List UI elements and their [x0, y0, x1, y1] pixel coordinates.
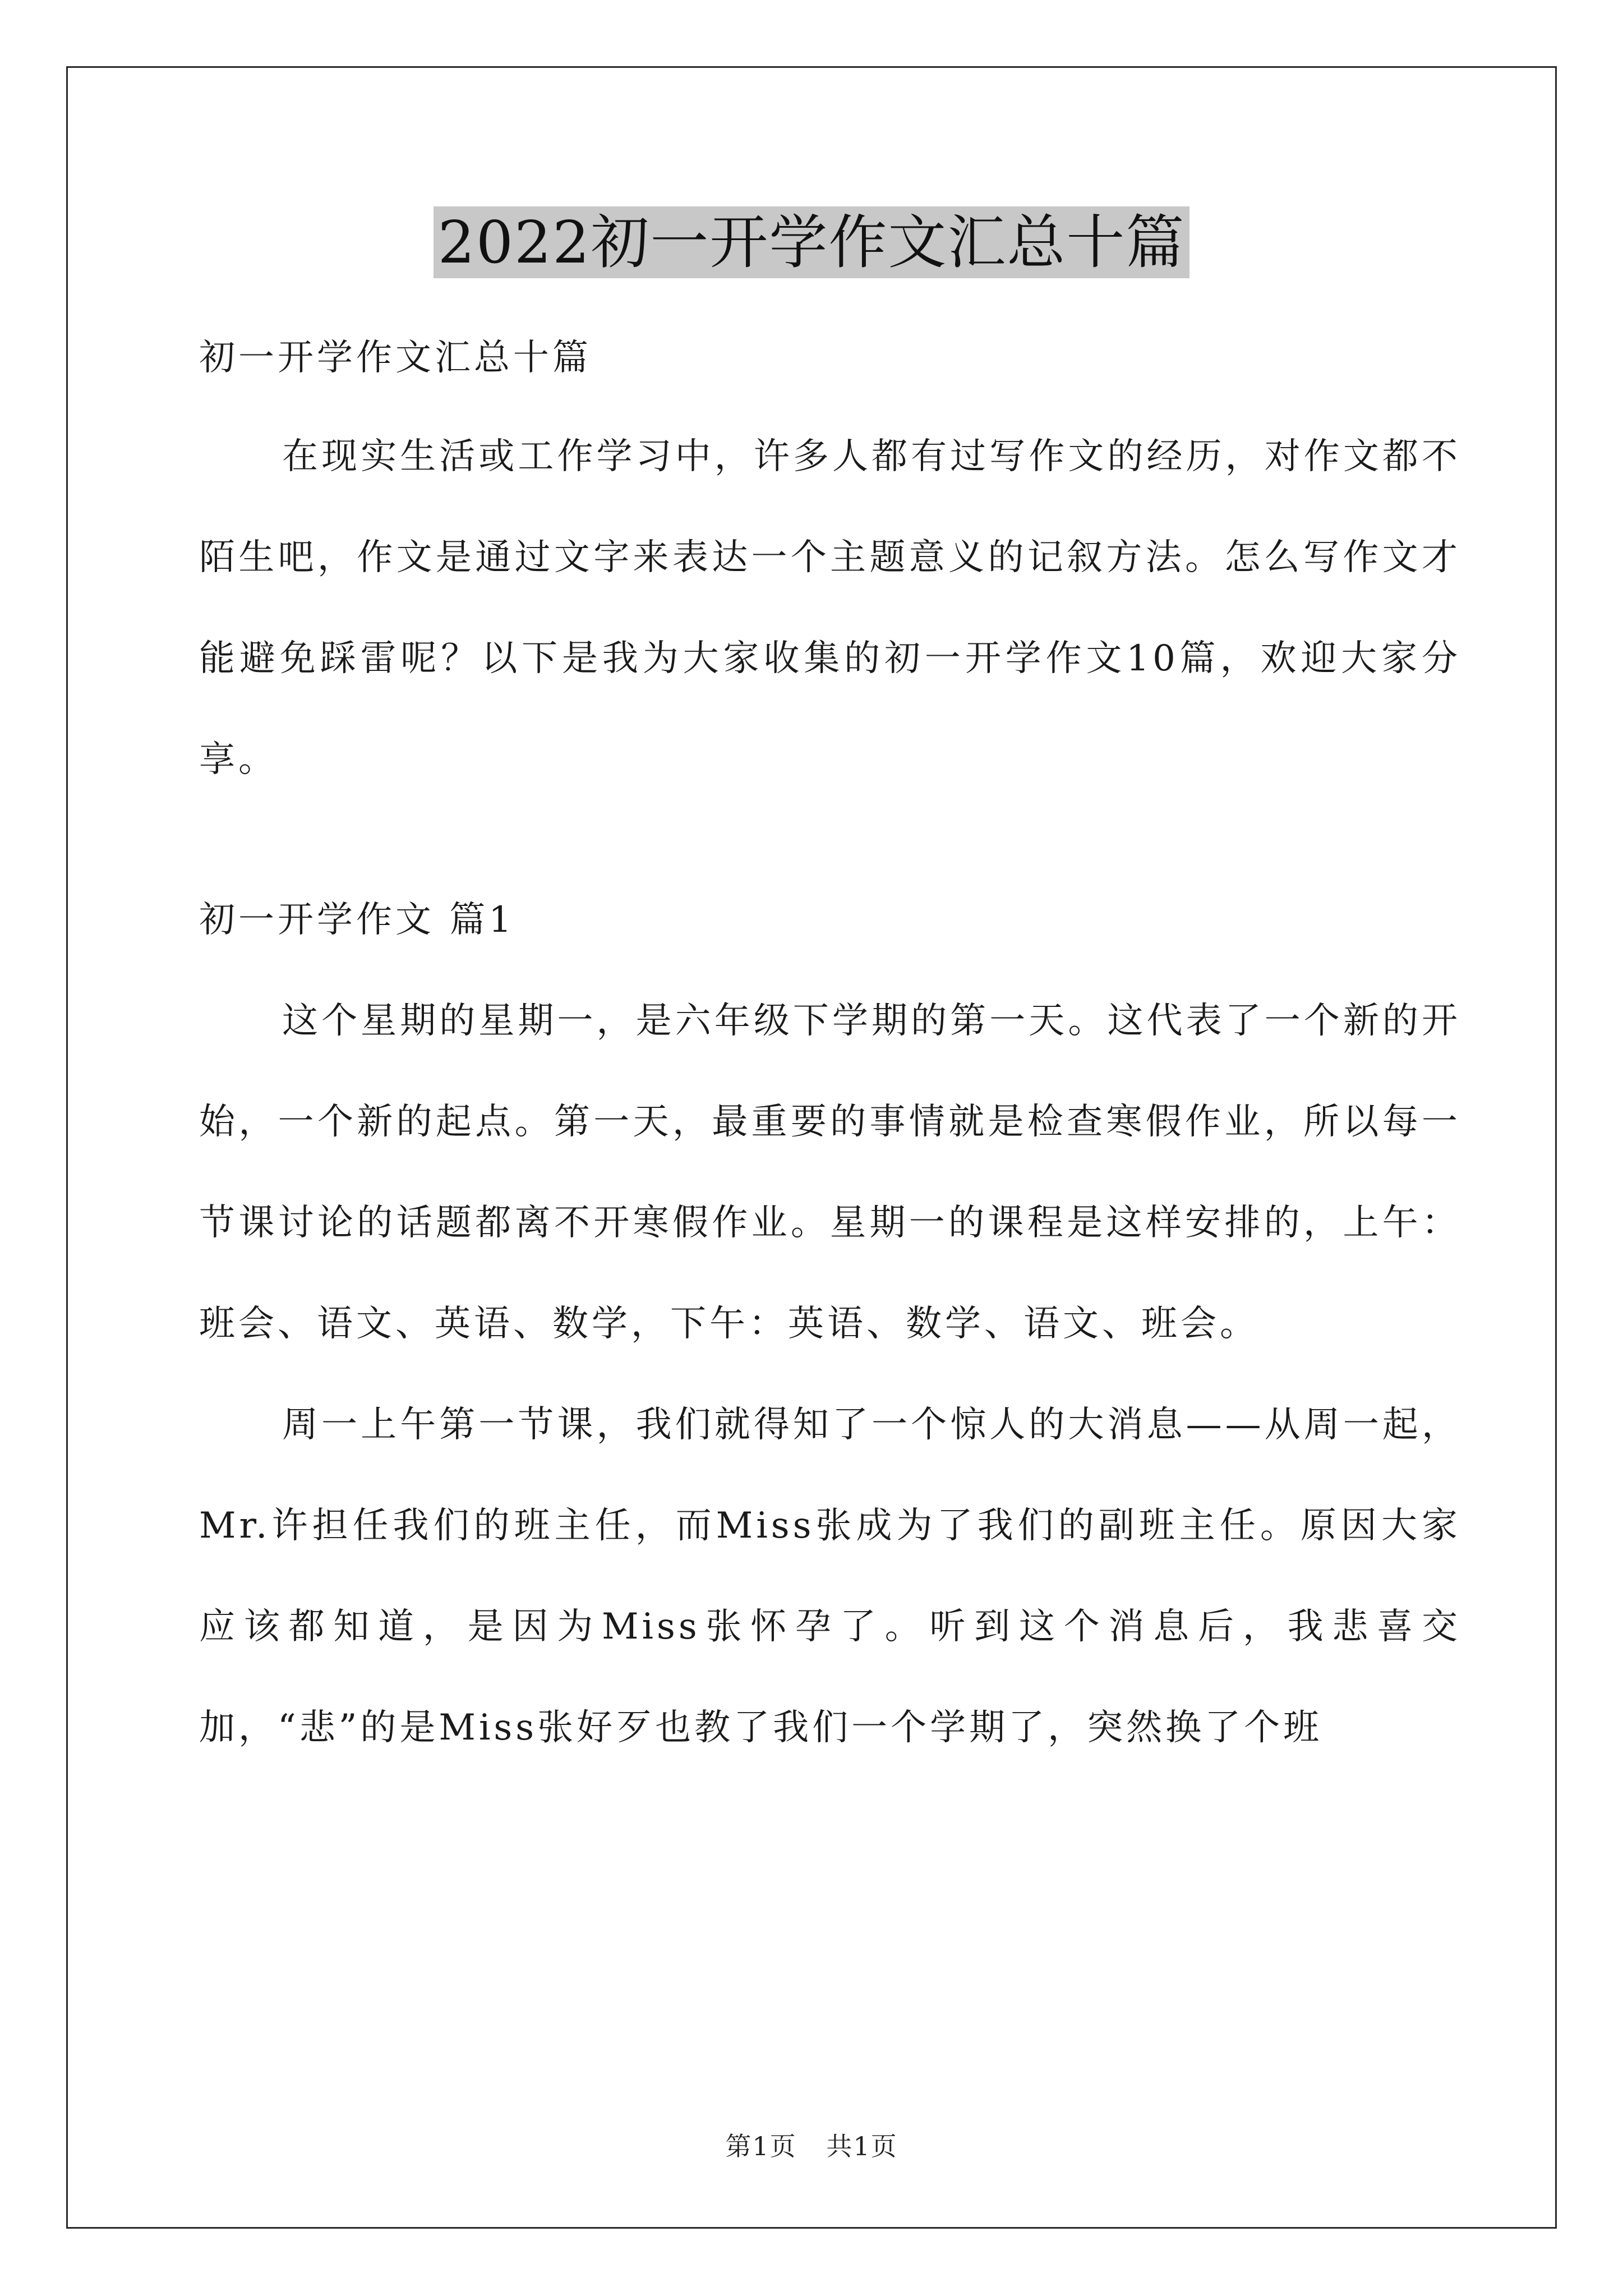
body-paragraph-1: 这个星期的星期一，是六年级下学期的第一天。这代表了一个新的开始，一个新的起点。第一天，最重要的事情就是检查寒假作业，所以每一节课讨论的话题都离不开寒假作业。星期一的课程是这样安排的，上午：班会、语文、英语、数学，下午：英语、数学、语文、班会。 — [199, 1000, 1461, 1345]
page-footer — [0, 2126, 1623, 2163]
intro-paragraph: 在现实生活或工作学习中，许多人都有过写作文的经历，对作文都不陌生吧，作文是通过文字来表达一个主题意义的记叙方法。怎么写作文才能避免踩雷呢？以下是我为大家收集的初一开学作文10篇，欢迎大家分享。 — [199, 436, 1461, 780]
page-total: 共1页 — [826, 2131, 898, 2161]
document-body — [199, 310, 1461, 1778]
page-number: 第1页 — [725, 2131, 797, 2161]
document-subtitle: 初一开学作文汇总十篇 — [199, 337, 592, 379]
section-heading: 初一开学作文 篇1 — [199, 899, 515, 941]
title-container — [0, 206, 1623, 278]
section-spacer — [199, 810, 1461, 864]
body-paragraph-2: 周一上午第一节课，我们就得知了一个惊人的大消息——从周一起，Mr.许担任我们的班主任，而Miss张成为了我们的副班主任。原因大家应该都知道，是因为Miss张怀孕了。听到这个消息后，我悲喜交加，“悲”的是Miss张好歹也教了我们一个学期了，突然换了个班 — [199, 1404, 1461, 1749]
document-title: 2022初一开学作文汇总十篇 — [434, 206, 1190, 278]
